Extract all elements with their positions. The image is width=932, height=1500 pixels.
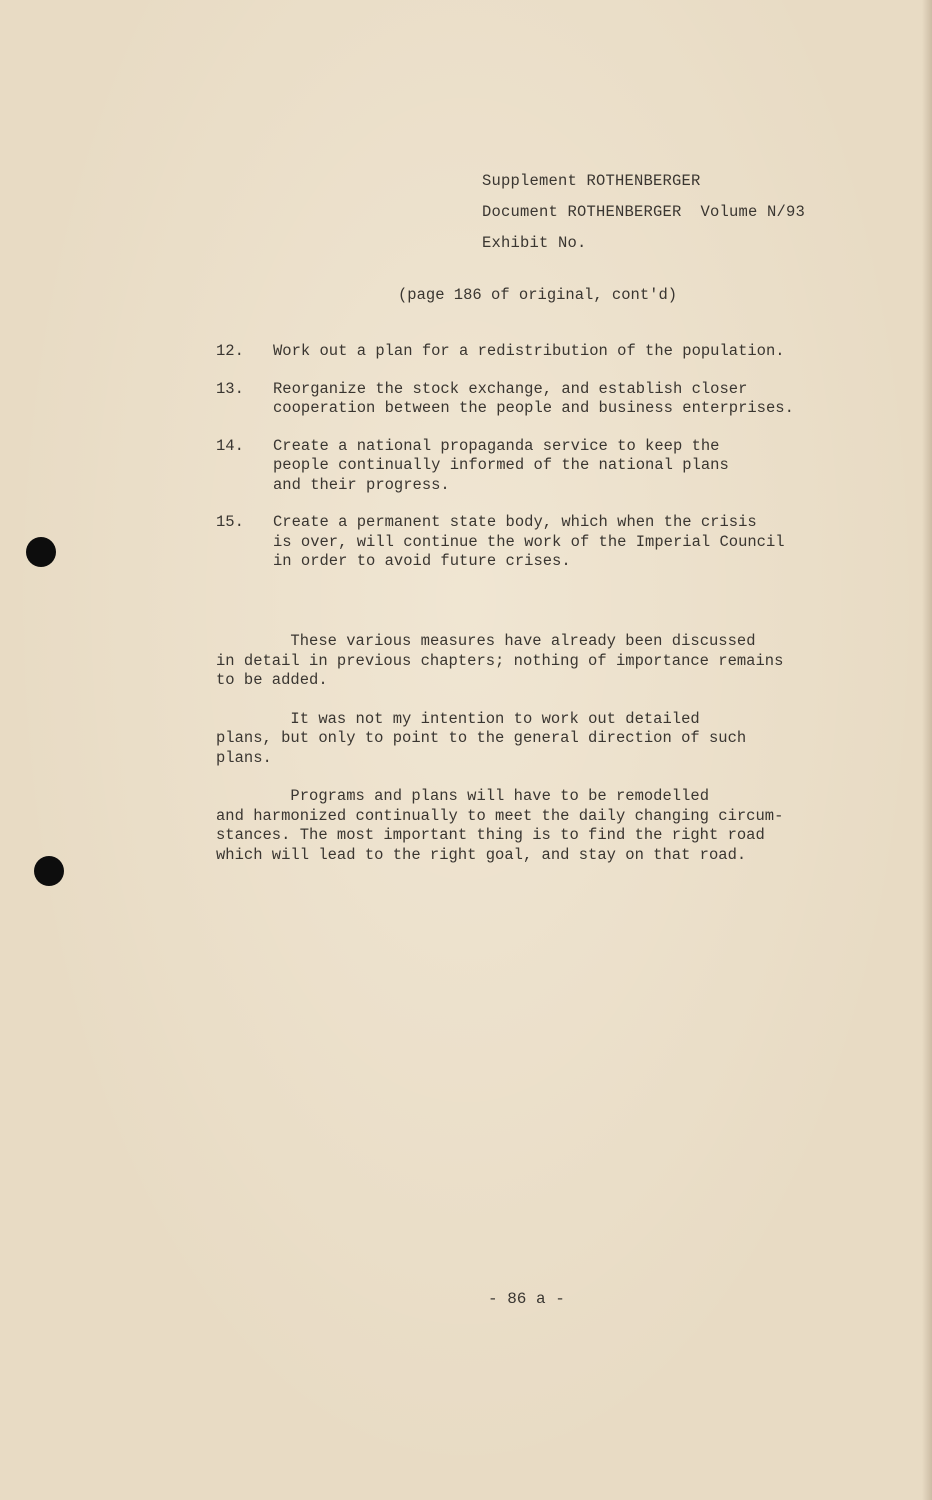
numbered-list bbox=[216, 342, 836, 590]
list-item bbox=[216, 513, 836, 572]
item-number: 12. bbox=[216, 342, 244, 360]
body-paragraphs bbox=[216, 632, 826, 884]
item-number: 14. bbox=[216, 436, 244, 455]
list-item bbox=[216, 342, 836, 362]
punch-hole bbox=[26, 537, 56, 567]
item-text: Work out a plan for a redistribution of the population. bbox=[273, 342, 785, 360]
punch-hole bbox=[34, 856, 64, 886]
item-text: Create a national propaganda service to keep the people continually informed of the national plans and their progress. bbox=[273, 436, 729, 494]
paragraph: These various measures have already been discussed in detail in previous chapters; nothing of importance remains to be added. bbox=[216, 632, 784, 689]
item-text: Reorganize the stock exchange, and establish closer cooperation between the people and business enterprises. bbox=[273, 379, 794, 417]
item-number: 13. bbox=[216, 379, 244, 398]
page-reference: (page 186 of original, cont'd) bbox=[398, 286, 678, 304]
paragraph: It was not my intention to work out detailed plans, but only to point to the general direction of such plans. bbox=[216, 709, 747, 767]
item-number: 15. bbox=[216, 513, 244, 531]
page-number: - 86 a - bbox=[488, 1290, 565, 1308]
item-text: Create a permanent state body, which when the crisis is over, will continue the work of the Imperial Council in order to avoid future crises. bbox=[273, 513, 785, 570]
document-line: Document ROTHENBERGER Volume N/93 bbox=[482, 203, 806, 221]
list-item bbox=[216, 380, 836, 419]
document-header bbox=[482, 166, 805, 259]
page-edge-shadow bbox=[922, 0, 932, 1500]
paragraph: Programs and plans will have to be remodelled and harmonized continually to meet the daily changing circum- stances. The most important thing is to find the right road which will lead to the right goal, and stay on that road. bbox=[216, 787, 784, 864]
list-item bbox=[216, 437, 836, 496]
supplement-line: Supplement ROTHENBERGER bbox=[482, 172, 701, 190]
exhibit-line: Exhibit No. bbox=[482, 234, 587, 252]
